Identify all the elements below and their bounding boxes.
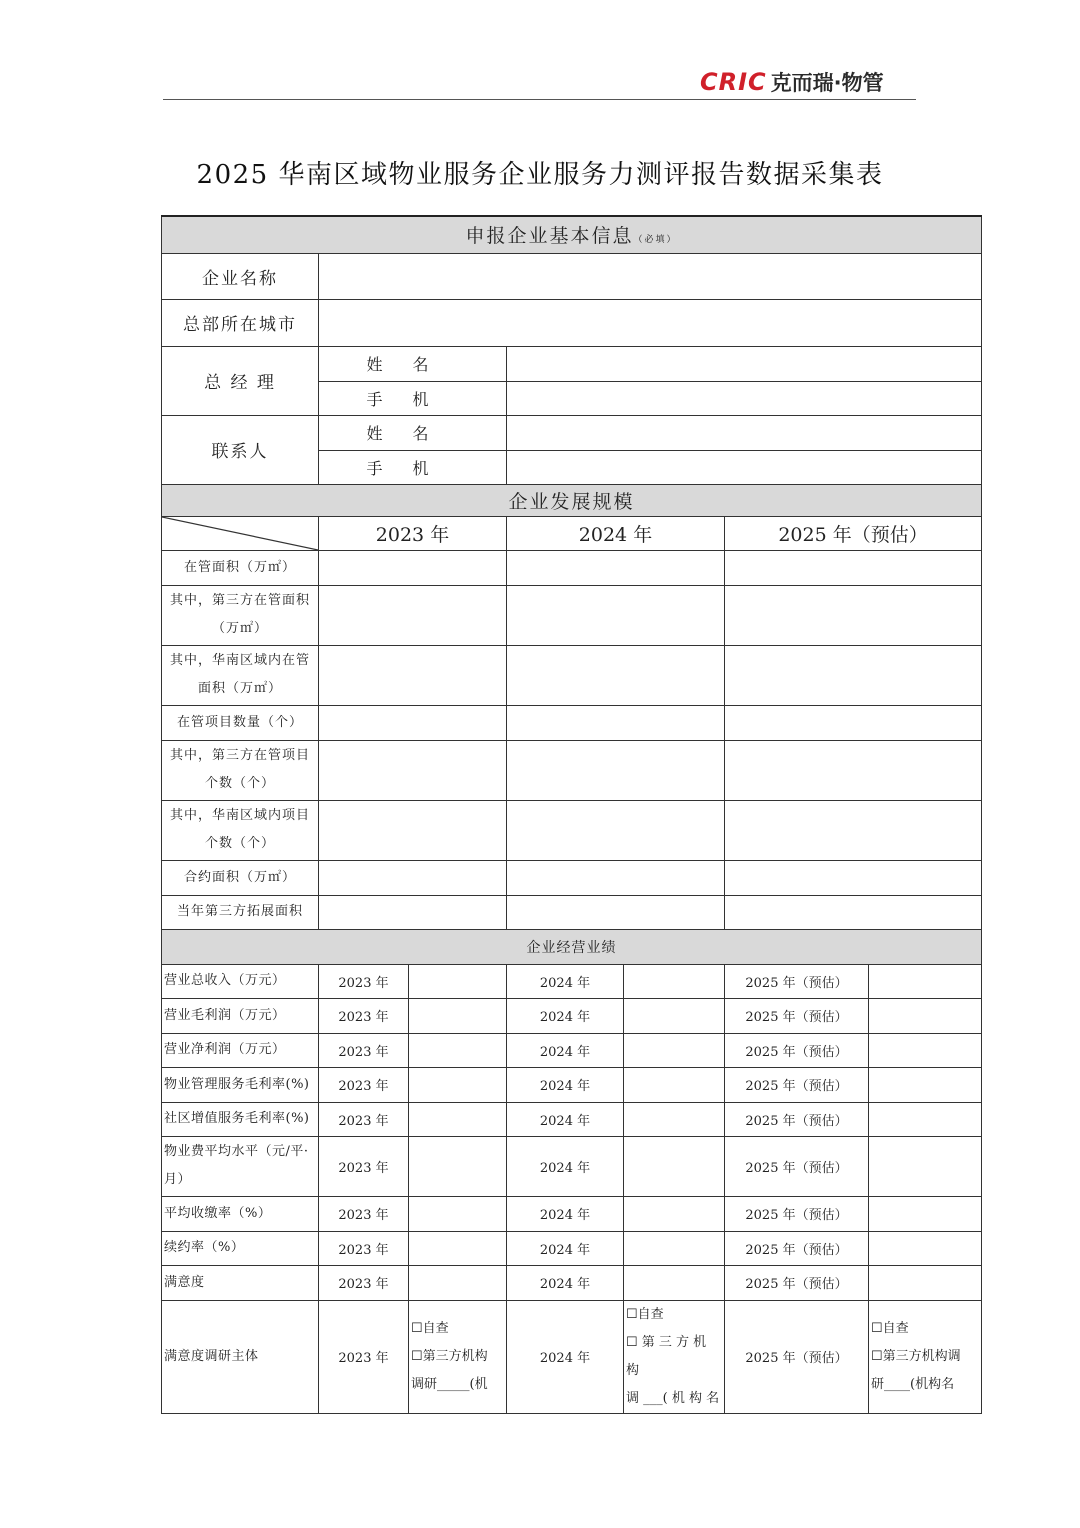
year-label-2025: 2025 年（预估） [725,1300,869,1413]
survey-options-2023 [409,1300,507,1413]
gm-phone-label: 手机 [319,381,507,415]
performance-input-cell[interactable] [869,1265,982,1300]
section-basic-info [162,216,982,253]
year-label-2023: 2023 年 [319,1231,409,1265]
hq-city-field[interactable] [319,299,982,346]
scale-input-cell[interactable] [319,860,507,895]
performance-input-cell[interactable] [869,998,982,1033]
scale-input-cell[interactable] [507,800,725,860]
contact-phone-field[interactable] [507,450,982,484]
performance-input-cell[interactable] [624,1231,725,1265]
self-check-checkbox[interactable]: ☐自查 [411,1320,449,1336]
year-label-2025: 2025 年（预估） [725,1102,869,1136]
performance-input-cell[interactable] [409,1033,507,1067]
scale-row-label: 其中，第三方在管面积（万㎡） [162,585,319,645]
scale-row-label: 合约面积（万㎡） [162,860,319,895]
year-label-2025: 2025 年（预估） [725,1136,869,1196]
scale-input-cell[interactable] [507,705,725,740]
performance-input-cell[interactable] [869,964,982,998]
year-label-2024: 2024 年 [507,1265,624,1300]
third-party-checkbox[interactable]: ☐ 第 三 方 机 构 [626,1334,707,1378]
year-label-2025: 2025 年（预估） [725,1067,869,1102]
year-label-2023: 2023 年 [319,1196,409,1231]
document-title: 2025 华南区域物业服务企业服务力测评报告数据采集表 [196,160,884,190]
performance-input-cell[interactable] [624,1033,725,1067]
scale-input-cell[interactable] [507,895,725,929]
survey-org-field[interactable]: 调 ___( 机 构 名 [626,1390,720,1406]
year-label-2024: 2024 年 [507,1033,624,1067]
performance-input-cell[interactable] [624,1067,725,1102]
scale-input-cell[interactable] [507,585,725,645]
scale-row-label: 当年第三方拓展面积 [162,895,319,929]
year-label-2023: 2023 年 [319,964,409,998]
performance-input-cell[interactable] [624,998,725,1033]
performance-input-cell[interactable] [409,1136,507,1196]
survey-row-label: 满意度调研主体 [162,1300,319,1413]
self-check-checkbox[interactable]: ☐自查 [871,1320,909,1336]
performance-input-cell[interactable] [869,1033,982,1067]
contact-name-field[interactable] [507,415,982,450]
performance-row-label: 满意度 [162,1265,319,1300]
performance-input-cell[interactable] [409,964,507,998]
year-label-2024: 2024 年 [507,1102,624,1136]
section-basic-info-title: 申报企业基本信息 [465,225,634,248]
scale-input-cell[interactable] [725,645,982,705]
performance-row-label: 平均收缴率（%） [162,1196,319,1231]
performance-input-cell[interactable] [869,1102,982,1136]
year-label-2023: 2023 年 [319,1136,409,1196]
performance-row-label: 续约率（%） [162,1231,319,1265]
year-label-2025: 2025 年（预估） [725,1265,869,1300]
scale-year-2023: 2023 年 [319,516,507,550]
scale-input-cell[interactable] [507,740,725,800]
performance-row-label: 营业总收入（万元） [162,964,319,998]
survey-options-2024 [624,1300,725,1413]
brand-logo [700,66,884,98]
scale-input-cell[interactable] [725,895,982,929]
hq-city-label: 总部所在城市 [162,299,319,346]
survey-org-field[interactable]: 调研_____(机 [411,1376,488,1392]
scale-input-cell[interactable] [319,800,507,860]
performance-input-cell[interactable] [409,998,507,1033]
survey-org-field[interactable]: 研____(机构名 [871,1376,955,1392]
scale-input-cell[interactable] [725,550,982,585]
header-rule [163,99,916,100]
performance-input-cell[interactable] [624,1265,725,1300]
year-label-2024: 2024 年 [507,1300,624,1413]
diagonal-line [162,517,318,550]
year-label-2023: 2023 年 [319,1033,409,1067]
scale-input-cell[interactable] [319,585,507,645]
performance-input-cell[interactable] [869,1196,982,1231]
scale-row-label: 其中，第三方在管项目个数（个） [162,740,319,800]
performance-row-label: 营业净利润（万元） [162,1033,319,1067]
year-label-2024: 2024 年 [507,1067,624,1102]
scale-input-cell[interactable] [507,645,725,705]
scale-input-cell[interactable] [507,860,725,895]
year-label-2024: 2024 年 [507,1136,624,1196]
scale-year-2025: 2025 年（预估） [725,516,982,550]
performance-input-cell[interactable] [869,1136,982,1196]
year-label-2025: 2025 年（预估） [725,964,869,998]
third-party-checkbox[interactable]: ☐第三方机构 [411,1348,488,1364]
data-collection-table [161,215,982,1414]
scale-year-2024: 2024 年 [507,516,725,550]
scale-input-cell[interactable] [319,645,507,705]
year-label-2024: 2024 年 [507,1231,624,1265]
survey-options-2025 [869,1300,982,1413]
gm-label: 总 经 理 [162,346,319,415]
section-performance: 企业经营业绩 [162,929,982,964]
year-label-2023: 2023 年 [319,1300,409,1413]
contact-name-label: 姓名 [319,415,507,450]
logo-chinese: 克而瑞·物管 [770,71,884,95]
section-basic-info-note: （必填） [633,235,678,246]
scale-input-cell[interactable] [725,585,982,645]
gm-phone-field[interactable] [507,381,982,415]
scale-row-label: 其中，华南区域内项目个数（个） [162,800,319,860]
year-label-2025: 2025 年（预估） [725,1033,869,1067]
performance-row-label: 营业毛利润（万元） [162,998,319,1033]
performance-input-cell[interactable] [624,964,725,998]
self-check-checkbox[interactable]: ☐自查 [626,1306,664,1322]
scale-input-cell[interactable] [725,740,982,800]
performance-input-cell[interactable] [869,1231,982,1265]
performance-row-label: 物业管理服务毛利率(%) [162,1067,319,1102]
logo-latin: CRIC [700,68,767,96]
scale-row-label: 在管项目数量（个） [162,705,319,740]
performance-input-cell[interactable] [869,1067,982,1102]
performance-input-cell[interactable] [624,1196,725,1231]
section-scale: 企业发展规模 [162,484,982,516]
year-label-2024: 2024 年 [507,964,624,998]
performance-input-cell[interactable] [624,1136,725,1196]
performance-row-label: 社区增值服务毛利率(%) [162,1102,319,1136]
year-label-2024: 2024 年 [507,998,624,1033]
diagonal-header-cell [162,516,319,550]
performance-input-cell[interactable] [409,1067,507,1102]
year-label-2024: 2024 年 [507,1196,624,1231]
contact-label: 联系人 [162,415,319,484]
year-label-2025: 2025 年（预估） [725,998,869,1033]
scale-input-cell[interactable] [507,550,725,585]
performance-input-cell[interactable] [409,1265,507,1300]
gm-name-label: 姓名 [319,346,507,381]
scale-row-label: 其中，华南区域内在管面积（万㎡） [162,645,319,705]
scale-input-cell[interactable] [319,740,507,800]
performance-input-cell[interactable] [624,1102,725,1136]
year-label-2023: 2023 年 [319,1102,409,1136]
year-label-2023: 2023 年 [319,998,409,1033]
scale-input-cell[interactable] [319,550,507,585]
scale-input-cell[interactable] [319,705,507,740]
year-label-2025: 2025 年（预估） [725,1196,869,1231]
company-name-label: 企业名称 [162,253,319,299]
year-label-2025: 2025 年（预估） [725,1231,869,1265]
performance-input-cell[interactable] [409,1102,507,1136]
scale-input-cell[interactable] [319,895,507,929]
year-label-2023: 2023 年 [319,1067,409,1102]
third-party-checkbox[interactable]: ☐第三方机构调 [871,1348,961,1364]
performance-input-cell[interactable] [409,1231,507,1265]
scale-input-cell[interactable] [725,705,982,740]
performance-row-label: 物业费平均水平（元/平·月） [162,1136,319,1196]
scale-input-cell[interactable] [725,800,982,860]
company-name-field[interactable] [319,253,982,299]
gm-name-field[interactable] [507,346,982,381]
scale-input-cell[interactable] [725,860,982,895]
contact-phone-label: 手机 [319,450,507,484]
performance-input-cell[interactable] [409,1196,507,1231]
scale-row-label: 在管面积（万㎡） [162,550,319,585]
year-label-2023: 2023 年 [319,1265,409,1300]
